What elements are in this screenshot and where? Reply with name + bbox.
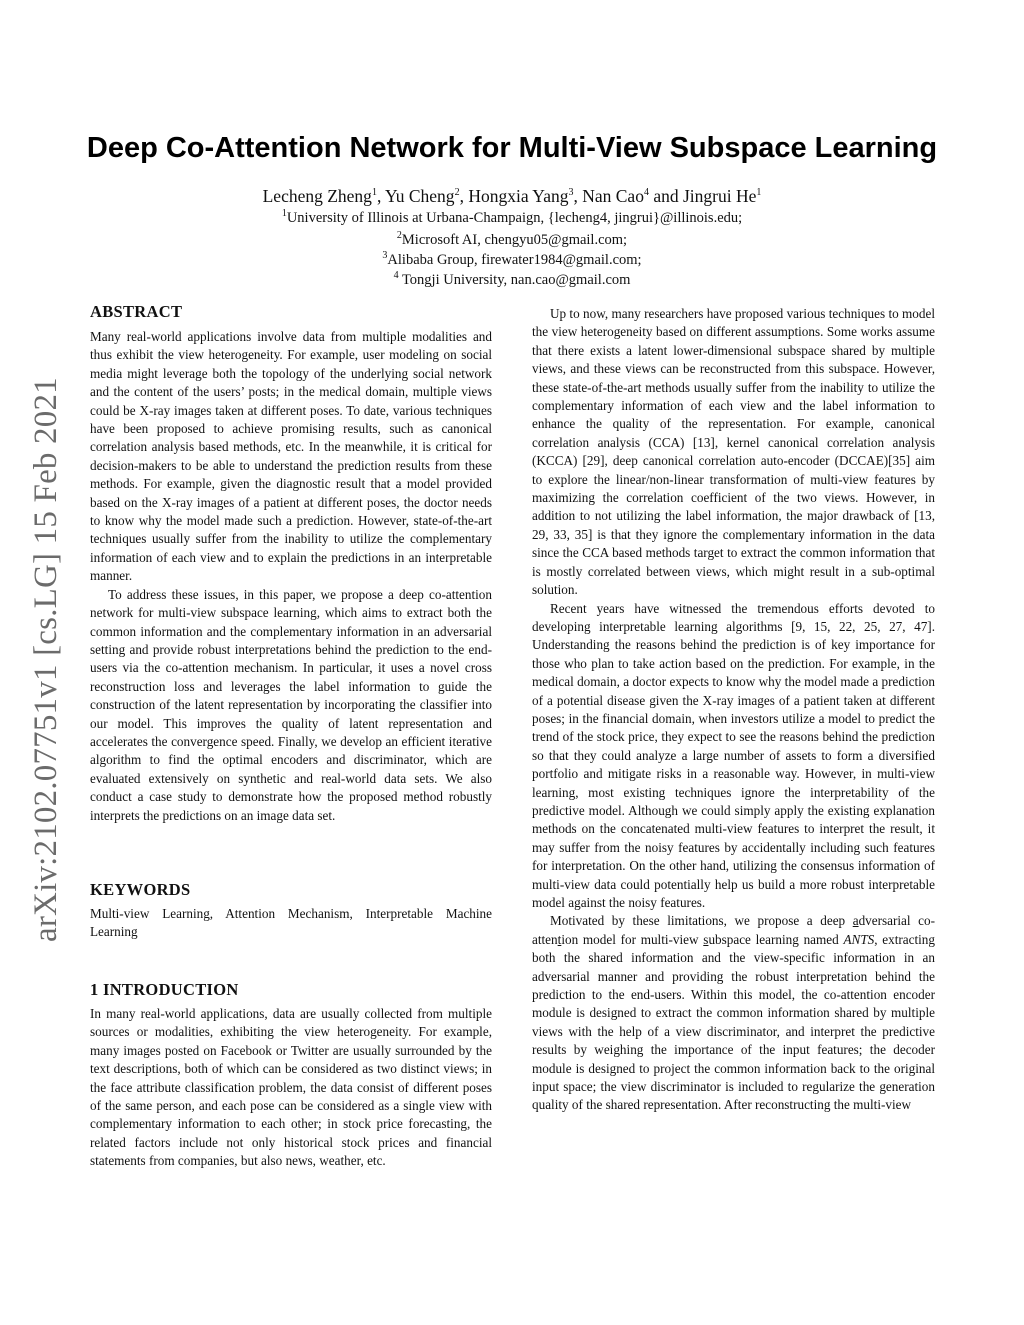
author-mark: 1 (371, 187, 377, 199)
abstract-heading: ABSTRACT (90, 302, 183, 321)
paper-title: Deep Co-Attention Network for Multi-View Subspace Learning (86, 132, 938, 164)
body-paragraph: Recent years have witnessed the tremendous efforts devoted to developing interpretable learning algorithms [9, 15, 22, 25, 27, 47]. Understanding the reasons behind the prediction is of key importance for those who plan to take action based on the prediction. For example, in the medical domain, a doctor expects to know why the model made a prediction of a potential disease given the X-ray images of a patient taken at different poses; in the financial domain, when investors utilize a model to predict the trend of the stock price, they expect to see the reasons behind the prediction so that they could analyze a large number of assets to form a diversified portfolio and mitigate risks in a reasonable way. However, in multi-view learning, most existing techniques ignore the interpretability of the predictive model. Although we could simply apply the existing explanation methods on the concatenated multi-view features to interpret the result, it may suffer from the noisy features by accidentally including such features for interpretation. On the other hand, utilizing the consensus information of multi-view data could potentially help us build a more robust interpretable model against the noisy features. (532, 600, 935, 910)
keywords-text: Multi-view Learning, Attention Mechanism, Interpretable Machine Learning (90, 906, 492, 940)
author-mark: 2 (454, 187, 460, 199)
abstract-paragraph: To address these issues, in this paper, we propose a deep co-attention network for multi-view subspace learning, which aims to extract both the common information and the complementary information in an adversarial setting and provide robust interpretations behind the prediction to the end-users via the co-attention mechanism. In particular, it uses a novel cross reconstruction loss and leverages the label information to guide the construction of the latent representation by incorporating the classifier into our model. This improves the quality of latent representation and accelerates the convergence speed. Finally, we develop an efficient iterative algorithm to find the optimal encoders and discriminator, which are evaluated extensively on synthetic and real-world data sets. We also conduct a case study to demonstrate how the proposed method robustly interprets the predictions on an image data set. (90, 586, 492, 823)
author-mark: 1 (756, 187, 762, 199)
keywords-heading: KEYWORDS (90, 880, 191, 899)
body-paragraph: Up to now, many researchers have proposed various techniques to model the view heterogeneity based on different assumptions. Some works assume that there exists a latent lower-dimensional subspace shared by multiple views, and these views can be reconstructed from this subspace. However, these state-of-the-art methods usually suffer from the inability to utilize the complementary information of each view and the label information to enhance the quality of the representation. For example, canonical correlation analysis (CCA) [13], kernel canonical correlation analysis (KCCA) [29], deep canonical correlation auto-encoder (DCCAE)[35] aim to explore the linear/non-linear transformation of multi-view features by maximizing the correlation coefficient of the two views. However, in addition to not utilizing the label information, the major drawback of [13, 29, 33, 35] is that they ignore the complementary information in the data since the CCA based methods target to extract the common information that is mostly correlated between views, which might result in a sub-optimal solution. (532, 306, 935, 598)
intro-paragraph: In many real-world applications, data are usually collected from multiple sources or modalities, exhibiting the view heterogeneity. For example, many images posted on Facebook or Twitter are usually surrounded by the text descriptions, both of which can be considered as two distinct views; in the face attribute classification problem, the data consist of different poses of the same person, and each pose can be considered as a single view with complementary information to each other; in stock price forecasting, the related factors include not only historical stock prices and financial statements from companies, but also news, weather, etc. (90, 1006, 492, 1169)
intro-body (90, 1005, 492, 1171)
affiliation: $^2$Microsoft AI, chengyu05@gmail.com; (396, 230, 628, 248)
affiliation: $^4$ Tongji University, nan.cao@gmail.com (393, 270, 631, 288)
keywords-body (90, 905, 492, 942)
model-name: ANTS (843, 931, 875, 947)
author-name: Lecheng Zheng (262, 186, 372, 206)
affiliation: $^3$Alibaba Group, firewater1984@gmail.com; (382, 250, 642, 268)
affiliation: $^1$University of Illinois at Urbana-Champaign, {lecheng4, jingrui}@illinois.edu; (281, 208, 743, 226)
author-name: Hongxia Yang (468, 186, 569, 206)
author-name: Jingrui He (682, 186, 757, 206)
right-column (532, 305, 935, 1115)
intro-heading: 1 INTRODUCTION (90, 980, 239, 999)
abstract-body (90, 328, 492, 825)
author-list: Lecheng Zheng$^1$, Yu Cheng$^2$, Hongxia Yang$^3$, Nan Cao$^4$ and Jingrui He$^1$ (262, 186, 762, 206)
author-name: Yu Cheng (385, 186, 455, 206)
body-paragraph: Motivated by these limitations, we propose a deep adversarial co-attention model for multi-view subspace learning named ANTS, extracting both the shared information and the view-specific information in an adversarial manner and providing the robust interpretation behind the prediction to the end-users. Within this model, the co-attention encoder module is designed to extract the common information shared by multiple views with the help of a view discriminator, and interpret the predictive results by weighing the importance of the input features; the decoder module is designed to project the common information back to the original input space; the view discriminator is included to regularize the generation quality of the shared representation. After reconstructing the multi-view (532, 913, 935, 1113)
author-mark: 4 (643, 187, 649, 199)
author-mark: 3 (568, 187, 574, 199)
author-name: Nan Cao (582, 186, 644, 206)
abstract-paragraph: Many real-world applications involve data from multiple modalities and thus exhibit the view heterogeneity. For example, user modeling on social media might leverage both the topology of the underlying social network and the content of the users’ posts; in the medical domain, multiple views could be X-ray images taken at different poses. To date, various techniques have been proposed to achieve promising results, such as canonical correlation analysis based methods, etc. In the meanwhile, it is critical for decision-makers to be able to understand the prediction results from these methods. For example, given the diagnostic result that a model provided based on the X-ray images of a patient at different poses, the doctor needs to know why the model made such a prediction. However, state-of-the-art techniques usually suffer from the inability to utilize the complementary information of each view and to explain the predictions in an interpretable manner. (90, 329, 492, 584)
